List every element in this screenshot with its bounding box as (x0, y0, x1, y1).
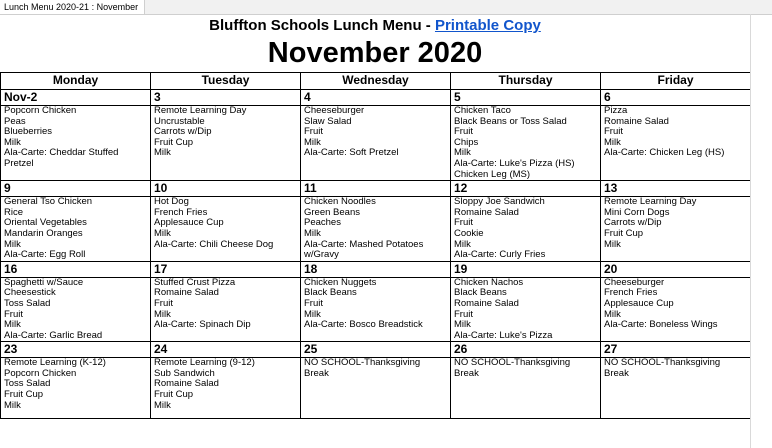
menu-item: Milk (154, 308, 171, 320)
menu-item: Milk (4, 136, 21, 148)
menu-item: Mandarin Oranges (4, 227, 83, 239)
menu-item: Peaches (304, 217, 341, 229)
menu-item: Fruit (4, 308, 23, 320)
date-cell[interactable]: 12 (451, 181, 601, 197)
date-cell[interactable]: 20 (601, 261, 751, 277)
menu-item: Milk (154, 399, 171, 411)
menu-item: NO SCHOOL-Thanksgiving (454, 357, 571, 369)
menu-item: Fruit (304, 297, 323, 309)
page-heading (0, 17, 750, 35)
menu-item: Chips (454, 136, 479, 148)
menu-row (1, 106, 751, 181)
menu-cell[interactable] (301, 197, 451, 262)
menu-cell[interactable] (1, 106, 151, 181)
menu-item: Peas (4, 115, 26, 127)
menu-cell[interactable] (151, 277, 301, 342)
menu-item: Pretzel (4, 157, 34, 169)
menu-item: Milk (154, 147, 171, 159)
printable-copy-link[interactable]: Printable Copy (434, 17, 541, 34)
menu-cell[interactable] (151, 106, 301, 181)
date-cell[interactable]: 27 (601, 342, 751, 358)
menu-cell[interactable] (601, 277, 751, 342)
lunch-calendar (0, 72, 751, 419)
menu-item: Break (604, 367, 629, 379)
date-cell[interactable]: 5 (451, 90, 601, 106)
menu-cell[interactable] (301, 277, 451, 342)
menu-item: Ala-Carte: Boneless Wings (604, 319, 718, 331)
menu-item: Black Beans or Toss Salad (454, 115, 567, 127)
date-cell[interactable]: 23 (1, 342, 151, 358)
menu-item: Toss Salad (4, 378, 51, 390)
date-row (1, 181, 751, 197)
menu-cell[interactable] (451, 358, 601, 419)
date-row (1, 90, 751, 106)
menu-item: Milk (154, 227, 171, 239)
weekday-header: Friday (601, 73, 751, 90)
weekday-header-row (1, 73, 751, 90)
menu-item: Milk (604, 238, 621, 250)
menu-item: Spaghetti w/Sauce (4, 277, 84, 288)
date-cell[interactable]: 16 (1, 261, 151, 277)
menu-item: Ala-Carte: Chicken Leg (HS) (604, 147, 725, 159)
menu-item: Oriental Vegetables (4, 217, 87, 229)
menu-item: Fruit (604, 126, 623, 138)
menu-item: Romaine Salad (154, 287, 219, 299)
menu-item: Popcorn Chicken (4, 367, 77, 379)
menu-item: Ala-Carte: Chili Cheese Dog (154, 238, 274, 250)
menu-item: Romaine Salad (154, 378, 219, 390)
menu-item: Black Beans (454, 287, 507, 299)
menu-cell[interactable] (601, 358, 751, 419)
date-cell[interactable]: 24 (151, 342, 301, 358)
date-cell[interactable]: 11 (301, 181, 451, 197)
menu-row (1, 197, 751, 262)
menu-cell[interactable] (451, 106, 601, 181)
menu-item: Applesauce Cup (154, 217, 224, 229)
menu-item: Milk (454, 319, 471, 331)
menu-item: Remote Learning (K-12) (4, 357, 106, 369)
menu-item: Carrots w/Dip (604, 217, 662, 229)
menu-item: Carrots w/Dip (154, 126, 212, 138)
menu-item: Cheeseburger (604, 277, 665, 288)
menu-item: Milk (454, 238, 471, 250)
menu-row (1, 358, 751, 419)
weekday-header: Wednesday (301, 73, 451, 90)
date-cell[interactable]: 26 (451, 342, 601, 358)
menu-item: Chicken Taco (454, 105, 511, 116)
menu-item: Chicken Nachos (454, 277, 524, 288)
menu-item: Ala-Carte: Curly Fries (454, 249, 546, 261)
menu-cell[interactable] (1, 197, 151, 262)
menu-item: Fruit (454, 308, 473, 320)
menu-item: Hot Dog (154, 196, 189, 208)
menu-item: Romaine Salad (604, 115, 669, 127)
menu-item: Fruit (154, 297, 173, 309)
menu-item: Chicken Nuggets (304, 277, 377, 288)
menu-item: Ala-Carte: Garlic Bread (4, 329, 103, 341)
menu-item: Romaine Salad (454, 297, 519, 309)
menu-item: Chicken Leg (MS) (454, 168, 531, 180)
menu-item: Uncrustable (154, 115, 205, 127)
menu-item: Applesauce Cup (604, 297, 674, 309)
menu-item: Ala-Carte: Luke's Pizza (HS) (454, 157, 575, 169)
weekday-header: Tuesday (151, 73, 301, 90)
menu-cell[interactable] (1, 277, 151, 342)
date-cell[interactable]: 9 (1, 181, 151, 197)
menu-item: Milk (304, 308, 321, 320)
date-cell[interactable]: 4 (301, 90, 451, 106)
menu-item: Fruit (454, 217, 473, 229)
menu-item: Sloppy Joe Sandwich (454, 196, 545, 208)
menu-item: Fruit (304, 126, 323, 138)
school-menu-title: Bluffton Schools Lunch Menu - (209, 17, 435, 34)
menu-item: Cheeseburger (304, 105, 365, 116)
menu-cell[interactable] (301, 358, 451, 419)
menu-item: Milk (4, 399, 21, 411)
date-cell[interactable]: 13 (601, 181, 751, 197)
menu-item: Remote Learning Day (154, 105, 247, 116)
date-row (1, 342, 751, 358)
menu-item: NO SCHOOL-Thanksgiving (304, 357, 421, 369)
date-cell[interactable]: 18 (301, 261, 451, 277)
date-cell[interactable]: 3 (151, 90, 301, 106)
weekday-header: Thursday (451, 73, 601, 90)
menu-item: Milk (304, 136, 321, 148)
menu-item: Break (304, 367, 329, 379)
menu-item: Cookie (454, 227, 484, 239)
menu-item: Fruit Cup (154, 389, 194, 401)
menu-item: Ala-Carte: Spinach Dip (154, 319, 251, 331)
menu-item: NO SCHOOL-Thanksgiving (604, 357, 721, 369)
menu-item: Toss Salad (4, 297, 51, 309)
menu-item: Sub Sandwich (154, 367, 215, 379)
menu-item: Fruit Cup (4, 389, 44, 401)
menu-item: Popcorn Chicken (4, 105, 77, 116)
menu-item: Ala-Carte: Egg Roll (4, 249, 86, 261)
menu-cell[interactable] (1, 358, 151, 419)
date-row (1, 261, 751, 277)
menu-item: Remote Learning (9-12) (154, 357, 255, 369)
menu-item: Ala-Carte: Cheddar Stuffed (4, 147, 119, 159)
menu-item: Milk (604, 136, 621, 148)
menu-item: Rice (4, 206, 24, 218)
date-cell[interactable]: 19 (451, 261, 601, 277)
date-cell[interactable]: 10 (151, 181, 301, 197)
menu-cell[interactable] (451, 197, 601, 262)
menu-item: French Fries (154, 206, 208, 218)
menu-item: Cheesestick (4, 287, 56, 299)
menu-item: Slaw Salad (304, 115, 352, 127)
menu-item: Fruit Cup (604, 227, 644, 239)
menu-item: Milk (4, 319, 21, 331)
menu-item: Black Beans (304, 287, 357, 299)
menu-item: Blueberries (4, 126, 53, 138)
menu-item: Ala-Carte: Luke's Pizza (454, 329, 553, 341)
menu-item: Romaine Salad (454, 206, 519, 218)
sheet-tab-bar (0, 0, 772, 15)
menu-item: Milk (604, 308, 621, 320)
sheet-tab[interactable]: Lunch Menu 2020-21 : November (0, 0, 145, 14)
menu-item: Milk (304, 227, 321, 239)
menu-item: Ala-Carte: Soft Pretzel (304, 147, 399, 159)
menu-item: Milk (4, 238, 21, 250)
menu-cell[interactable] (151, 358, 301, 419)
menu-item: w/Gravy (304, 249, 339, 261)
menu-cell[interactable] (601, 106, 751, 181)
weekday-header: Monday (1, 73, 151, 90)
menu-row (1, 277, 751, 342)
date-cell[interactable]: 17 (151, 261, 301, 277)
menu-item: Pizza (604, 105, 628, 116)
menu-item: Ala-Carte: Mashed Potatoes (304, 238, 424, 250)
date-cell[interactable]: Nov-2 (1, 90, 151, 106)
menu-item: Remote Learning Day (604, 196, 697, 208)
menu-item: Fruit Cup (154, 136, 194, 148)
menu-item: Green Beans (304, 206, 360, 218)
date-cell[interactable]: 25 (301, 342, 451, 358)
menu-cell[interactable] (451, 277, 601, 342)
menu-item: Ala-Carte: Bosco Breadstick (304, 319, 423, 331)
menu-item: Stuffed Crust Pizza (154, 277, 236, 288)
menu-item: Chicken Noodles (304, 196, 376, 208)
menu-item: Milk (454, 147, 471, 159)
menu-item: Fruit (454, 126, 473, 138)
sheet-right-edge (750, 14, 751, 448)
menu-item: Break (454, 367, 479, 379)
menu-item: French Fries (604, 287, 658, 299)
menu-item: General Tso Chicken (4, 196, 93, 208)
menu-cell[interactable] (151, 197, 301, 262)
menu-cell[interactable] (601, 197, 751, 262)
month-title: November 2020 (267, 37, 483, 69)
menu-cell[interactable] (301, 106, 451, 181)
menu-item: Mini Corn Dogs (604, 206, 670, 218)
date-cell[interactable]: 6 (601, 90, 751, 106)
